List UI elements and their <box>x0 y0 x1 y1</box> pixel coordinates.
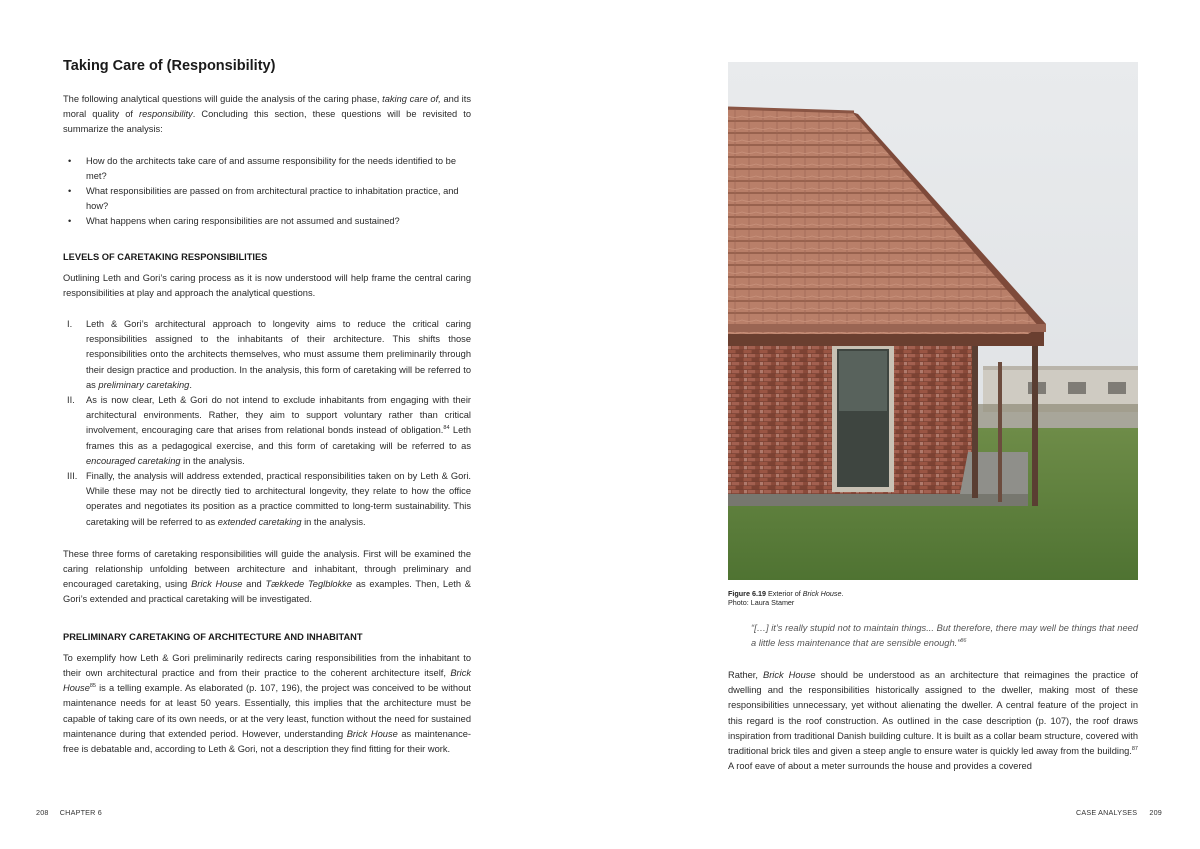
level-item: I. Leth & Gori’s architectural approach to longevity aims to reduce the critical caring responsibilities assigned to the inhabitants of their architecture. This shifts those responsibilities onto the architects themselves, who must assume them preliminarily through their design practice and production. In the analysis, this form of caretaking will be referred to as preliminary caretaking. <box>67 319 471 390</box>
caretaking-levels-list <box>63 317 471 530</box>
question-item: • How do the architects take care of and assume responsibility for the needs identified to be met? <box>63 154 471 184</box>
intro-paragraph: The following analytical questions will guide the analysis of the caring phase, taking care of, and its moral quality of responsibility. Concluding this section, these questions will be revisited to summarize the analysis: <box>63 94 471 135</box>
preliminary-paragraph: To exemplify how Leth & Gori preliminarily redirects caring responsibilities from the inhabitant to their own architectural practice and from their practice to the coherent architecture itself, Brick House$^{85}$ is a telling example. As elaborated (p. 107, 196), the project was conceived to be without maintenance needs for at least 50 years. Essentially, this implies that the architecture must be capable of taking care of its own needs, or at the very least, function without the need for sustained maintenance during that extended period. However, understanding Brick House as maintenance-free is debatable and, according to Leth & Gori, not a description they find fitting for their work. <box>63 652 471 754</box>
footnote-ref: 86 <box>960 638 967 645</box>
subheading-preliminary: PRELIMINARY CARETAKING OF ARCHITECTURE AND INHABITANT <box>63 631 363 642</box>
roof-paragraph: Rather, Brick House should be understood as an architecture that reimagines the practice of dwelling and the responsibilities historically assigned to the dweller, making most of these responsibilities unnecessary, yet without alienating the dweller. A central feature of the project in this regard is the roof construction. As outlined in the case description (p. 107), the roof draws inspiration from traditional Danish building culture. It is built as a collar beam structure, covered with traditional brick tiles and given a steep angle to ensure water is quickly led away from the building.$^{87}$ A roof eave of about a meter surrounds the house and provides a covered <box>728 670 1138 772</box>
brick-house-photo <box>728 62 1138 580</box>
block-quote: “[…] it’s really stupid not to maintain things... But therefore, there may well be things that need a little less maintenance that are sensible enough.”$^{86}$ <box>751 623 1138 649</box>
forms-summary-paragraph: These three forms of caretaking responsibilities will guide the analysis. First will be examined the caring relationship unfolding between architecture and inhabitant, through preliminary and encouraged caretaking, using Brick House and Tækkede Teglblokke as examples. Then, Leth & Gori’s extended and practical caretaking will be investigated. <box>63 548 471 605</box>
footnote-ref: 87 <box>1131 745 1138 752</box>
level-item: II. As is now clear, Leth & Gori do not intend to exclude inhabitants from engaging with their architectural environments. Rather, they aim to support voluntary rather than critical involvement, encouraging care that arises from relational bonds instead of obligation.$^{84}$ Leth frames this as a pedagogical exercise, and this form of caretaking will be referred to as encouraged caretaking in the analysis. <box>67 395 471 466</box>
chapter-label: CHAPTER 6 <box>59 808 102 817</box>
caption-line: Figure 6.19 Exterior of Brick House. <box>728 589 844 598</box>
folio-left <box>36 808 102 817</box>
page-number: 209 <box>1149 808 1162 817</box>
right-column <box>728 668 1138 774</box>
question-item: • What responsibilities are passed on from architectural practice to inhabitation practice, and how? <box>63 184 471 214</box>
subheading-levels: LEVELS OF CARETAKING RESPONSIBILITIES <box>63 251 268 262</box>
footnote-ref: 85 <box>89 683 96 689</box>
level-numeral: I. <box>67 319 73 330</box>
left-column <box>63 58 471 757</box>
analytical-questions-list <box>63 154 471 230</box>
figure-caption <box>728 590 843 608</box>
chapter-label: CASE ANALYSES <box>1076 808 1138 817</box>
levels-intro-paragraph: Outlining Leth and Gori’s caring process as it is now understood will help frame the central caring responsibilities at play and approach the analytical questions. <box>63 272 471 298</box>
section-heading: Taking Care of (Responsibility) <box>63 58 276 74</box>
page-number: 208 <box>36 808 49 817</box>
footnote-ref: 84 <box>443 425 450 432</box>
figure-label: Figure 6.19 <box>728 589 766 598</box>
question-item: • What happens when caring responsibilities are not assumed and sustained? <box>63 214 471 229</box>
photo-credit: Photo: Laura Stamer <box>728 597 795 607</box>
level-numeral: III. <box>67 471 78 482</box>
level-item: III. Finally, the analysis will address extended, practical responsibilities taken on by Leth & Gori. While these may not be directly tied to architectural longevity, they relate to how the office operates and negotiates its position as a practice committed to long-term sustainability. This caretaking will be referred to as extended caretaking in the analysis. <box>67 471 471 527</box>
folio-right <box>1076 808 1162 817</box>
level-numeral: II. <box>67 395 75 406</box>
